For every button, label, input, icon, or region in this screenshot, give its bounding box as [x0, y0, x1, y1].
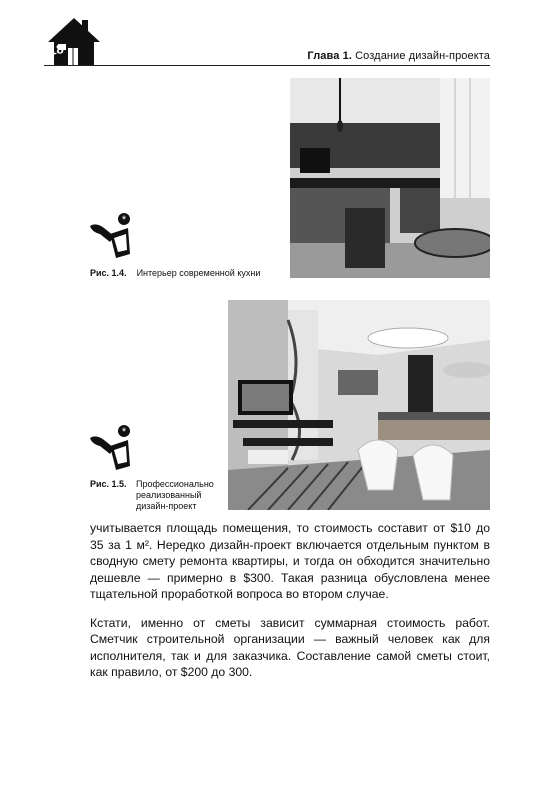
paragraph: учитывается площадь помещения, то стоимость составит от $10 до 35 за 1 м². Нередко дизайн-проект включается отдельным пунктом в сводную смету ремонта квартиры, и тогда он обходится значительно дешевле — примерно в $300. Такая разница обусловлена менее тщательной проработкой вопроса во втором случае. [90, 521, 490, 601]
kitchen-photo [290, 78, 490, 278]
header-rule [44, 65, 490, 66]
figure-number: Рис. 1.5. [90, 479, 127, 489]
svg-text:*: * [121, 214, 127, 226]
svg-text:*: * [121, 426, 127, 438]
page-number-badge [44, 14, 102, 70]
chapter-title: Создание дизайн-проекта [355, 50, 490, 62]
body-text [90, 520, 490, 681]
figure-caption-2 [90, 479, 230, 512]
brush-icon [88, 212, 132, 262]
page-number: 18 [48, 41, 65, 58]
paragraph: Кстати, именно от сметы зависит суммарная стоимость работ. Сметчик строительной организации — важный человек как для исполнителя, так и для заказчика. Составление самой сметы стоит, как правило, от $200 до 300. [90, 615, 490, 679]
brush-icon [88, 424, 132, 474]
interior-photo [228, 300, 490, 510]
chapter-label: Глава 1. [307, 50, 352, 62]
chapter-header [307, 50, 490, 62]
figure-number: Рис. 1.4. [90, 268, 127, 278]
figure-caption-1 [90, 268, 290, 279]
figure-caption-text: Интерьер современной кухни [136, 268, 261, 278]
figure-caption-text: Профессионально реализованный дизайн-проект [136, 479, 214, 511]
